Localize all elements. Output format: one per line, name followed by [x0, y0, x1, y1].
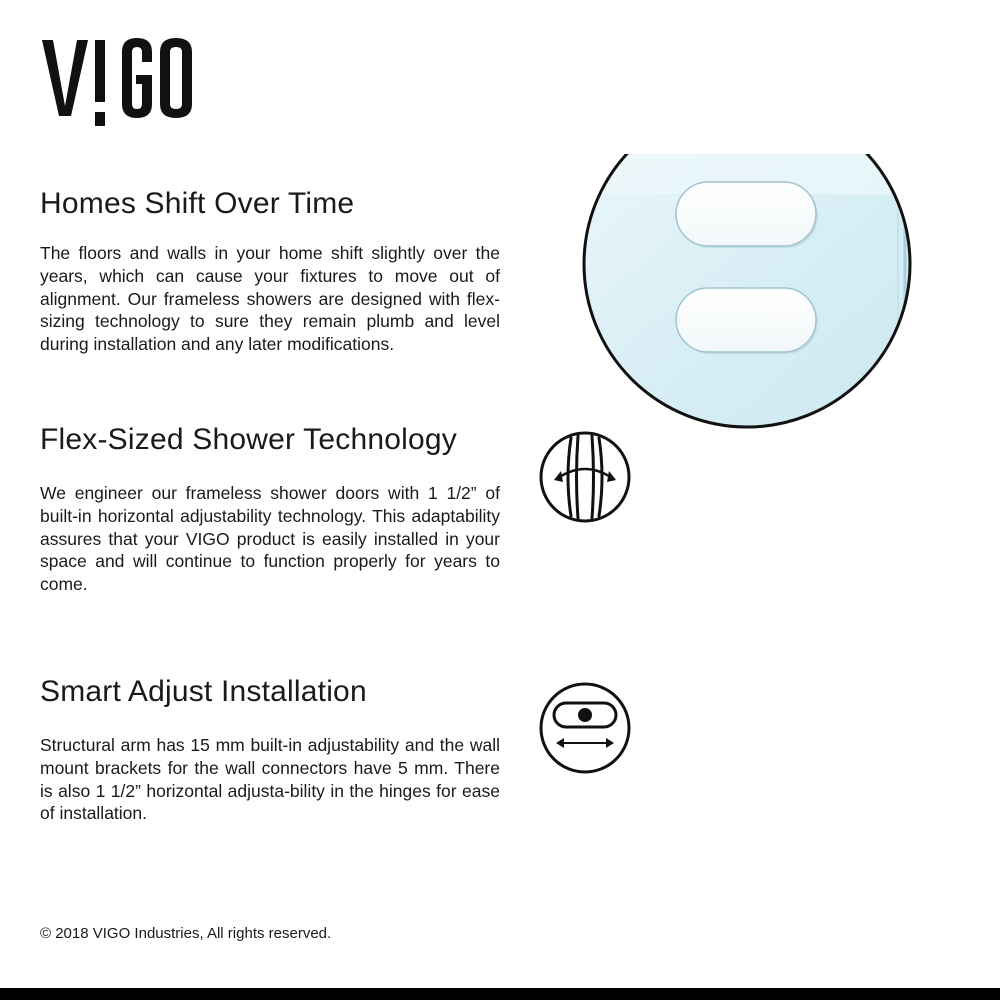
- section-body: Structural arm has 15 mm built-in adjustability and the wall mount brackets for the wall connectors have 5 mm. There is also 1 1/2” horizontal adjusta-bility in the hinges for ease of installation.: [40, 735, 500, 824]
- section-body: We engineer our frameless shower doors with 1 1/2” of built-in horizontal adjustability technology. This adaptability assures that your VIGO product is easily installed in your space and will continue to function properly for years to come.: [40, 483, 500, 595]
- section-title: Homes Shift Over Time: [40, 187, 355, 220]
- section-flex-sized: [40, 422, 500, 596]
- bottom-bar: [0, 988, 1000, 1000]
- section-smart-adjust: [40, 674, 500, 825]
- section-body: The floors and walls in your home shift slightly over the years, which can cause your fixtures to move out of alignment. Our frameless showers are designed with flex-sizing technology to sure they remain plumb and level during installation and any later modifications.: [40, 243, 500, 355]
- smart-adjust-icon: [538, 681, 632, 775]
- section-title: Smart Adjust Installation: [40, 675, 367, 708]
- section-homes-shift: [40, 186, 500, 356]
- vigo-logo: [38, 28, 203, 140]
- glass-slot-closeup-image: [582, 154, 912, 436]
- copyright-text: © 2018 VIGO Industries, All rights reserved.: [40, 925, 332, 942]
- section-title: Flex-Sized Shower Technology: [40, 423, 457, 456]
- flex-sizing-icon: [538, 430, 632, 524]
